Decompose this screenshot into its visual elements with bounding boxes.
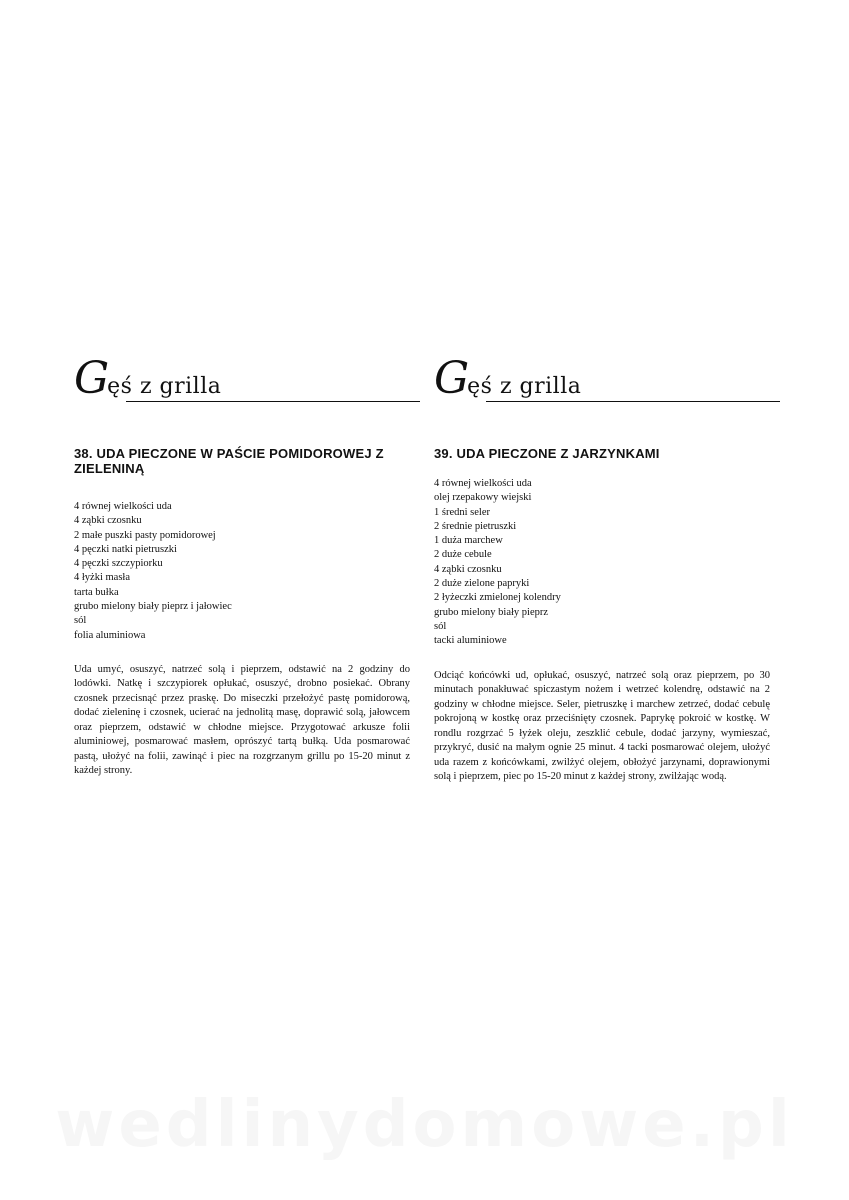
- ingredient-item: 4 pęczki natki pietruszki: [74, 543, 177, 555]
- left-title-rest: ęś z grilla: [107, 374, 222, 399]
- ingredient-item: 2 duże zielone papryki: [434, 578, 530, 590]
- right-title-initial: G: [434, 353, 468, 404]
- right-recipe-title: 39. UDA PIECZONE Z JARZYNKAMI: [434, 446, 660, 461]
- ingredient-item: 1 duża marchew: [434, 535, 503, 547]
- ingredient-item: olej rzepakowy wiejski: [434, 492, 532, 504]
- left-page-column: [74, 352, 410, 779]
- ingredient-item: 2 łyżeczki zmielonej kolendry: [434, 592, 561, 604]
- ingredient-item: 4 pęczki szczypiorku: [74, 558, 163, 570]
- ingredient-item: 1 średni seler: [434, 506, 490, 518]
- ingredient-item: 2 średnie pietruszki: [434, 520, 517, 532]
- ingredient-item: 4 łyżki masła: [74, 572, 130, 584]
- right-title-rest: ęś z grilla: [467, 374, 582, 399]
- left-method-text: Uda umyć, osuszyć, natrzeć solą i pieprzem, odstawić na 2 godziny do lodówki. Natkę i szczypiorek opłukać, osuszyć, drobno posiekać. Obrany czosnek przecisnąć przez praskę. Do miseczki przełożyć pastę pomidorową, dodać zieleninę i czosnek, ucierać na jednolitą masę, doprawić solą, jałowcem oraz pieprzem, odstawić w chłodne miejsce. Przygotować arkusze folii aluminiowej, posmarować masłem, oprószyć tartą bułką. Uda posmarować pastą, ułożyć na folii, zawinąć i piec na rozgrzanym grillu po 15-20 minut z każdej strony.: [74, 663, 410, 777]
- ingredient-item: 4 równej wielkości uda: [74, 501, 172, 512]
- left-header-rule: [126, 401, 420, 402]
- ingredient-item: 2 duże cebule: [434, 549, 492, 561]
- ingredient-item: sól: [434, 620, 447, 632]
- right-ingredient-list: [434, 477, 770, 649]
- left-recipe-title: 38. UDA PIECZONE W PAŚCIE POMIDOROWEJ Z ZIELENINĄ: [74, 446, 384, 476]
- ingredient-item: 4 ząbki czosnku: [434, 563, 502, 575]
- right-page-column: [434, 352, 770, 785]
- right-method-text: Odciąć końcówki ud, opłukać, osuszyć, natrzeć solą oraz pieprzem, po 30 minutach ponakłuwać spiczastym nożem i wetrzeć kolendrę, odstawić na 2 godziny w chłodne miejsce. Seler, pietruszkę i marchew zetrzeć, dodać cebulę pokrojoną w kostkę oraz przeciśnięty czosnek. Paprykę pokroić w kostkę. W rondlu rozgrzać 5 łyżek oleju, zeszklić cebule, dodać jarzyny, wymieszać, przykryć, dusić na małym ognie 25 minut. 4 tacki posmarować olejem, ułożyć uda razem z końcówkami, zwilżyć olejem, obłożyć jarzynami, doprawionymi solą i pieprzem, piec po 15-20 minut z każdej strony, zwilżając wodą.: [434, 669, 770, 783]
- ingredient-item: sól: [74, 615, 87, 627]
- ingredient-item: tacki aluminiowe: [434, 635, 507, 647]
- ingredient-item: tarta bułka: [74, 586, 119, 598]
- right-header-rule: [486, 401, 780, 402]
- watermark: wedlinydomowe.pl: [55, 1088, 794, 1162]
- left-ingredient-list: [74, 500, 410, 643]
- ingredient-item: 2 małe puszki pasty pomidorowej: [74, 529, 216, 541]
- ingredient-item: 4 równej wielkości uda: [434, 478, 532, 489]
- ingredient-item: grubo mielony biały pieprz: [434, 606, 549, 618]
- left-section-header: [74, 352, 410, 406]
- right-section-title: [434, 353, 581, 404]
- ingredient-item: folia aluminiowa: [74, 629, 146, 641]
- ingredient-item: grubo mielony biały pieprz i jałowiec: [74, 601, 232, 613]
- left-title-initial: G: [74, 353, 108, 404]
- right-section-header: [434, 352, 770, 406]
- ingredient-item: 4 ząbki czosnku: [74, 515, 142, 527]
- left-section-title: [74, 353, 221, 404]
